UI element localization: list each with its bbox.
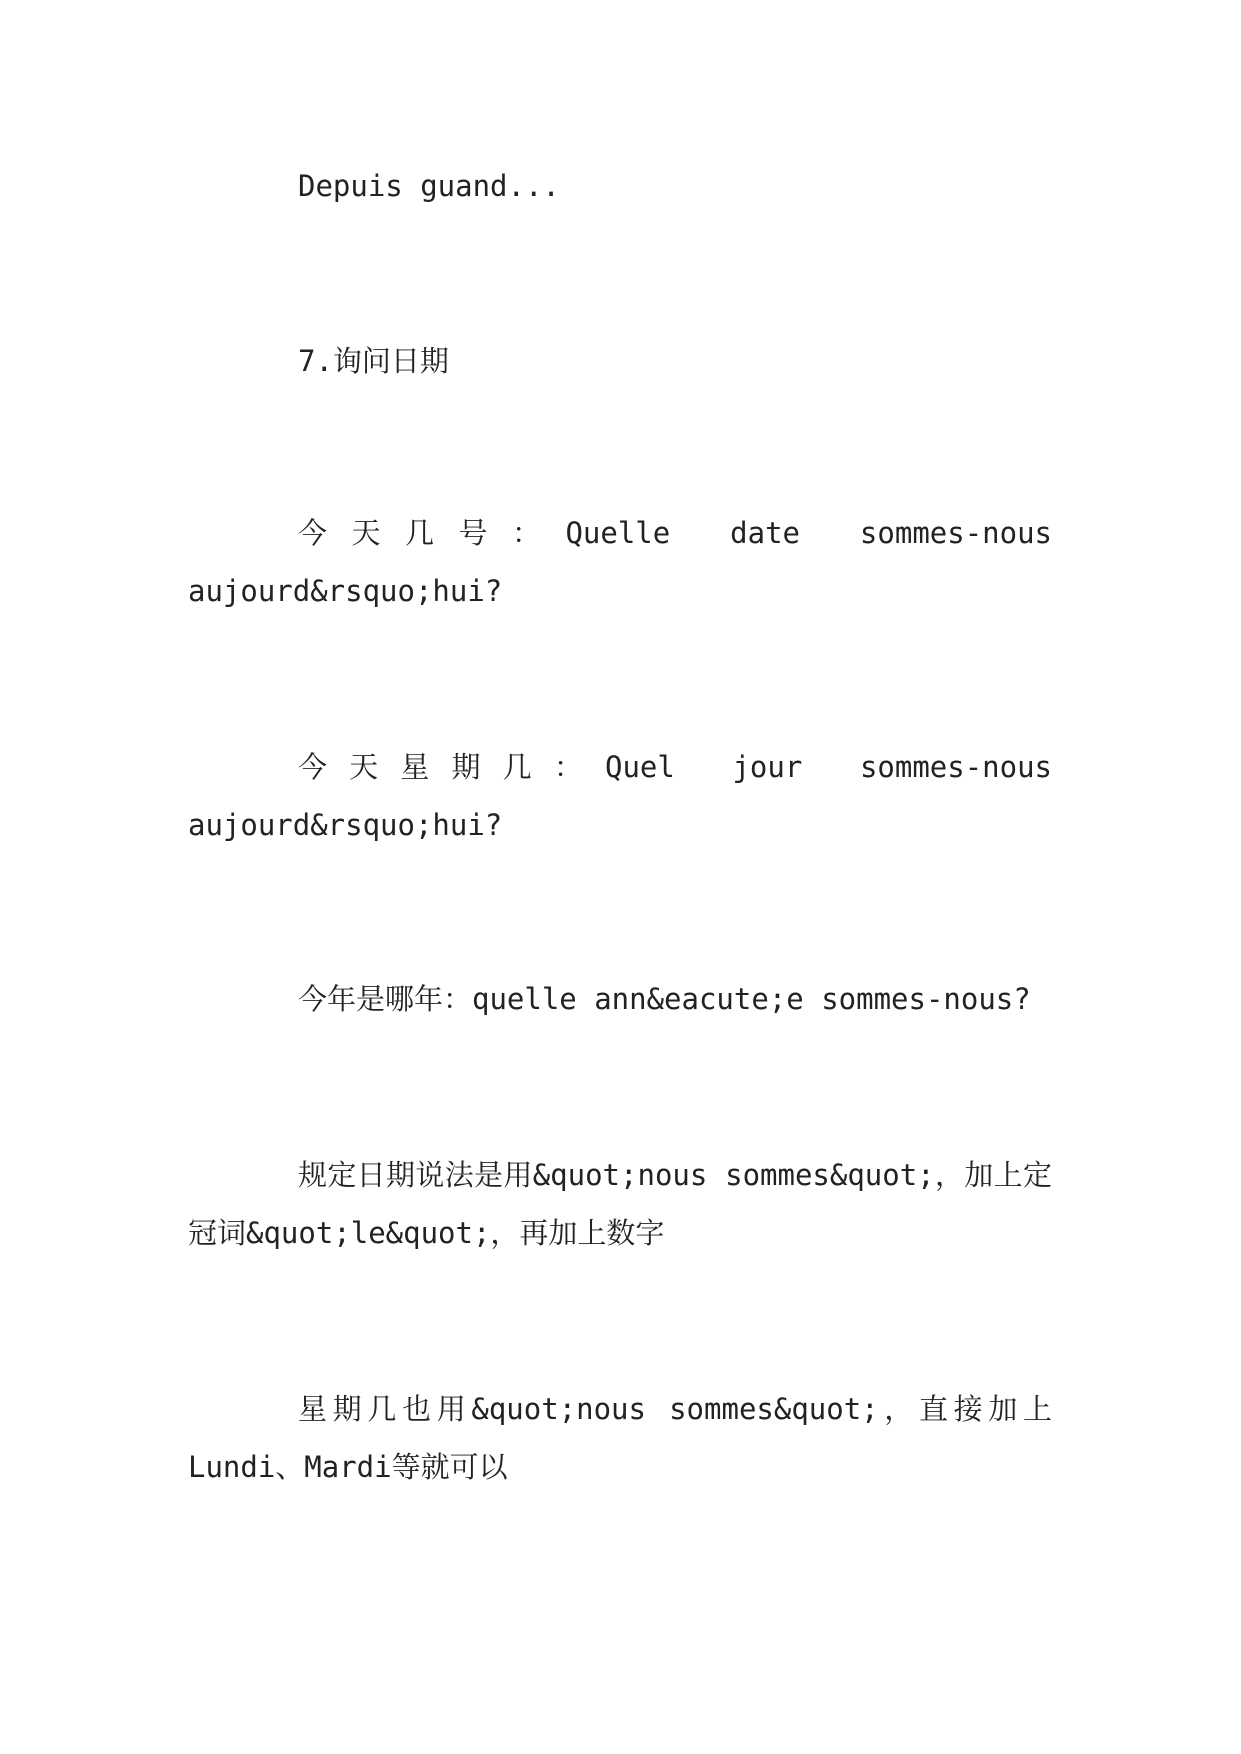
paragraph-weekday-rule: 星期几也用&quot;nous sommes&quot;，直接加上Lundi、Mardi等就可以 [188,1392,1052,1484]
paragraph-what-weekday-today: 今天星期几：Quel jour sommes-nous aujourd&rsquo;hui? [188,750,1052,842]
section-heading-ask-date: 7.询问日期 [298,344,449,378]
paragraph-what-year: 今年是哪年：quelle ann&eacute;e sommes-nous? [298,982,1031,1016]
paragraph-what-date-today: 今天几号：Quelle date sommes-nous aujourd&rsquo;hui? [188,516,1052,608]
paragraph-depuis-quand: Depuis guand... [298,169,560,203]
paragraph-date-rule: 规定日期说法是用&quot;nous sommes&quot;，加上定冠词&quot;le&quot;，再加上数字 [188,1158,1052,1250]
